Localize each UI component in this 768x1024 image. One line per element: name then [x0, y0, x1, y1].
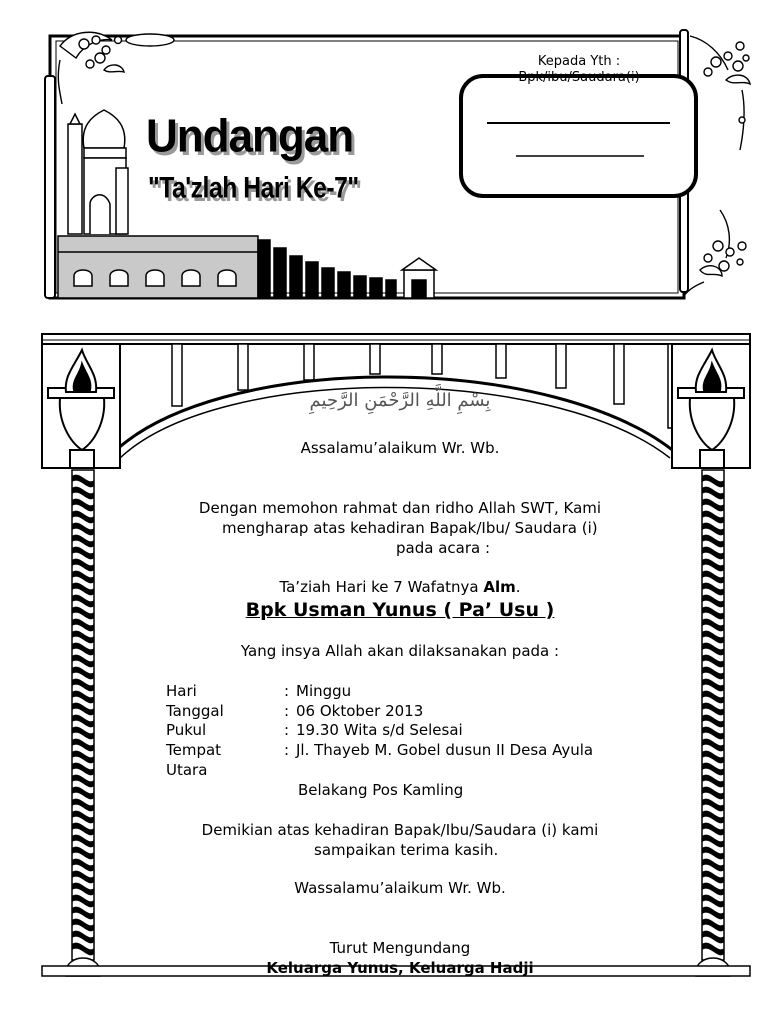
recipient-sub-label: Bpk/ibu/Saudara(i)	[518, 70, 640, 85]
event-suffix: .	[515, 578, 521, 596]
deceased-name: Bpk Usman Yunus ( Pa’ Usu )	[245, 599, 555, 621]
mosque-illustration-icon	[0, 0, 768, 310]
detail-label: Tempat	[166, 741, 222, 759]
invitation-card	[0, 330, 768, 1024]
header-card	[0, 0, 768, 310]
detail-label: Hari	[166, 682, 197, 700]
greeting-text: Assalamu’alaikum Wr. Wb.	[300, 439, 500, 457]
event-line	[120, 578, 680, 597]
detail-value: 06 Oktober 2013	[296, 702, 424, 720]
arch-frame	[0, 330, 768, 1024]
intro-line-2: mengharap atas kehadiran Bapak/Ibu/ Saudara (i)	[222, 519, 598, 537]
invitation-subtitle: "Ta'zlah Hari Ke-7"	[148, 170, 359, 205]
signature-label: Turut Mengundang	[329, 939, 471, 957]
place-wrap-text: Utara	[166, 761, 208, 779]
detail-separator: :	[284, 721, 290, 739]
detail-label: Pukul	[166, 721, 207, 739]
event-bold: Alm	[483, 578, 516, 596]
closing-line-1: Demikian atas kehadiran Bapak/Ibu/Saudara (i) kami	[201, 821, 599, 839]
detail-separator: :	[284, 741, 290, 759]
detail-separator: :	[284, 702, 290, 720]
place-extra-text: Belakang Pos Kamling	[298, 781, 464, 799]
detail-value: 19.30 Wita s/d Selesai	[296, 721, 463, 739]
basmala-calligraphy: بِسْمِ اللَّهِ الرَّحْمَنِ الرَّحِيمِ	[309, 390, 491, 411]
farewell-text: Wassalamu’alaikum Wr. Wb.	[294, 879, 506, 897]
recipient-label: Kepada Yth :	[537, 54, 621, 69]
detail-separator: :	[284, 682, 290, 700]
closing-line-2: sampaikan terima kasih.	[314, 841, 499, 859]
signature-names: Keluarga Yunus, Keluarga Hadji	[266, 959, 534, 977]
schedule-intro: Yang insya Allah akan dilaksanakan pada :	[240, 642, 560, 660]
detail-value: Jl. Thayeb M. Gobel dusun II Desa Ayula	[296, 741, 594, 759]
intro-line-1: Dengan memohon rahmat dan ridho Allah SWT, Kami	[198, 499, 602, 517]
invitation-title: Undangan	[146, 110, 354, 163]
detail-label: Tanggal	[166, 702, 224, 720]
detail-value: Minggu	[296, 682, 352, 700]
event-prefix: Ta’ziah Hari ke 7 Wafatnya	[279, 578, 484, 596]
intro-line-3: pada acara :	[396, 539, 491, 557]
